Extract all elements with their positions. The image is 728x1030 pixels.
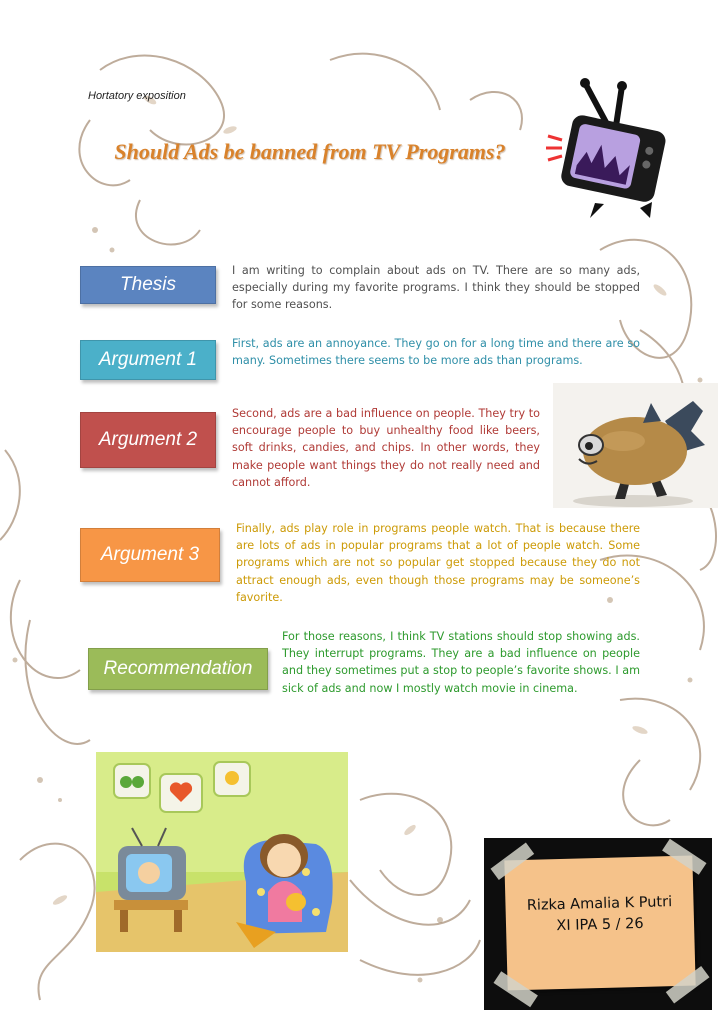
author-note (504, 856, 695, 991)
argument-3-label: Argument 3 (80, 528, 220, 582)
thesis-paragraph: I am writing to complain about ads on TV. There are so many ads, especially during my favorite programs. I think they should be stopped for some reasons. (232, 264, 640, 312)
recommendation-label: Recommendation (88, 648, 268, 690)
argument-2-paragraph: Second, ads are a bad influence on people. They try to encourage people to buy unhealthy food like beers, soft drinks, candies, and chips. In other words, they make people want things they do not really need and cannot afford. (232, 407, 540, 489)
argument-3-paragraph: Finally, ads play role in programs people watch. That is because there are lots of ads in popular programs that a lot of people watch. Some programs which are not so popular get stopped because they do not attract enough ads, even though those programs may be someone’s favorite. (236, 522, 640, 604)
author-text (505, 892, 694, 939)
tape-bottom-right (666, 966, 710, 1003)
document-type-label: Hortatory exposition (88, 90, 186, 102)
kids-watching-tv-illustration (96, 752, 348, 952)
tape-bottom-left (493, 971, 537, 1007)
retro-tv-icon (540, 78, 685, 218)
tape-top-right (662, 839, 706, 875)
argument-1-paragraph: First, ads are an annoyance. They go on for a long time and there are so many. Sometimes there seems to be more ads than programs. (232, 337, 640, 368)
thesis-label: Thesis (80, 266, 216, 304)
author-name: Rizka Amalia K Putri (526, 894, 673, 914)
author-card (484, 838, 712, 1010)
recommendation-paragraph: For those reasons, I think TV stations should stop showing ads. They interrupt programs. They are a bad influence on people and they sometimes put a stop to people’s favorite shows. I am sick of ads and now I mostly watch movie in cinema. (282, 630, 640, 695)
potato-fish-photo (553, 383, 718, 508)
tape-top-left (491, 843, 535, 880)
argument-2-label: Argument 2 (80, 412, 216, 468)
argument-1-label: Argument 1 (80, 340, 216, 380)
page-title: Should Ads be banned from TV Programs? (114, 139, 506, 164)
author-class: XI IPA 5 / 26 (556, 915, 644, 935)
